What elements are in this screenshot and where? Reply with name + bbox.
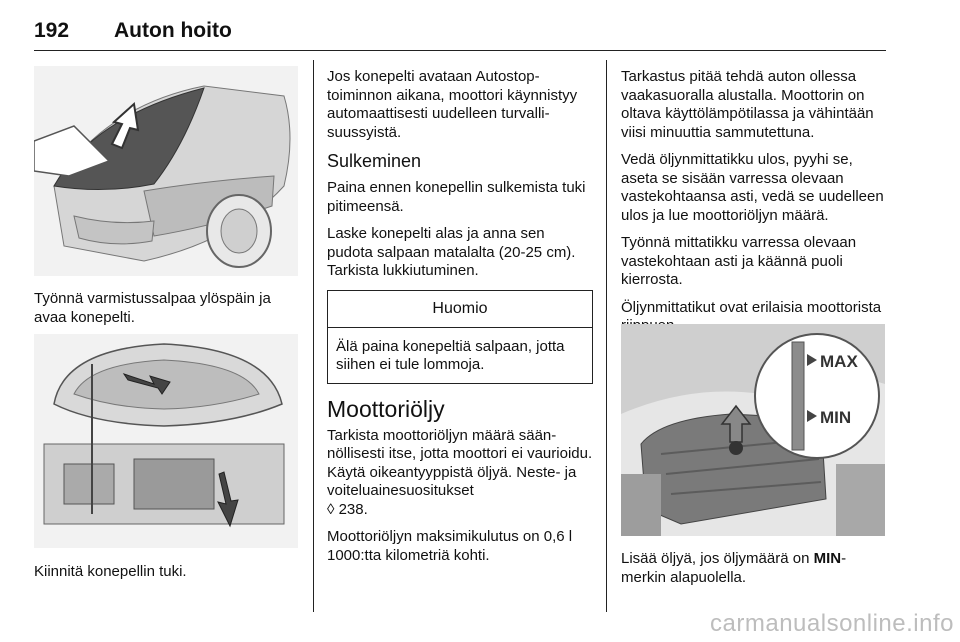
middle-column	[327, 68, 593, 574]
caption-open-hood: Työnnä varmistussalpaa ylöspäin ja avaa konepelti.	[34, 290, 271, 326]
watermark: carmanualsonline.info	[710, 610, 954, 637]
engine-oil-heading: Moottoriöljy	[327, 395, 445, 422]
column-divider-2	[606, 60, 607, 612]
page-number: 192	[34, 19, 70, 42]
caption-add-oil	[621, 550, 886, 587]
dipstick-variants-paragraph: Öljynmittatikut ovat erilaisia moottorista	[621, 298, 882, 316]
oil-check-text: Tarkista moottoriöljyn määrä säännöllisesti itse, jotta moottori ei vaurioidu. Käytä oikeantyyppistä öljyä. Neste- ja voiteluainesuositukset	[327, 426, 593, 499]
check-conditions-paragraph: Tarkastus pitää tehdä auton ollessa vaakasuoralla alustalla. Moottorin on oltava käyttölämpötilassa ja vähintään viisi minuuttia sammutettuna.	[621, 68, 874, 141]
page-header	[34, 10, 886, 51]
engine-bay-drawing	[34, 334, 298, 548]
autostop-paragraph: Jos konepelti avataan Autostop-toiminnon aikana, moottori käynnistyy automaattisesti uudelleen turvallisuussyistä.	[327, 68, 578, 141]
oil-consumption-paragraph: Moottoriöljyn maksimikulutus on 0,6 l 1000:tta kilometriä kohti.	[327, 528, 573, 564]
closing-paragraph-2: Laske konepelti alas ja anna sen pudota salpaan matalalta (20-25 cm). Tarkista lukkiutuminen.	[327, 225, 576, 279]
dipstick-insert-paragraph: Työnnä mittatikku varressa olevaan vastekohtaan asti ja käännä puoli kierrosta.	[621, 234, 857, 288]
column-divider-1	[313, 60, 314, 612]
notice-text: Älä paina konepeltiä salpaan, jotta siihen ei tule lommoja.	[336, 337, 565, 373]
illustration-dipstick	[621, 324, 885, 536]
notice-title: Huomio	[328, 291, 592, 328]
closing-heading: Sulkeminen	[327, 151, 422, 171]
page-title: Auton hoito	[114, 19, 232, 42]
page-reference-link[interactable]: ◊ 238.	[327, 500, 368, 518]
caption-add-oil-min: MIN	[813, 550, 842, 567]
closing-paragraph-1: Paina ennen konepellin sulkemista tuki pitimeensä.	[327, 179, 586, 215]
oil-check-paragraph	[327, 427, 593, 520]
illustration-hood-support	[34, 334, 298, 548]
right-column	[621, 68, 886, 345]
car-front-drawing	[34, 66, 298, 276]
dipstick-max-label: MAX	[820, 352, 858, 371]
caption-attach-support: Kiinnitä konepellin tuki.	[34, 563, 187, 580]
caption-add-oil-text-end: -merkin alapuolella.	[621, 550, 847, 586]
caption-add-oil-text: Lisää öljyä, jos öljymäärä on	[621, 550, 814, 567]
dipstick-min-label: MIN	[820, 408, 852, 427]
notice-box	[327, 290, 593, 384]
illustration-hood-latch	[34, 66, 298, 276]
dipstick-procedure-paragraph: Vedä öljynmittatikku ulos, pyyhi se, aseta se sisään varressa olevaan vastekohtaansa asti, vedä se uudelleen ulos ja lue moottoriöljyn määrä.	[621, 151, 884, 224]
